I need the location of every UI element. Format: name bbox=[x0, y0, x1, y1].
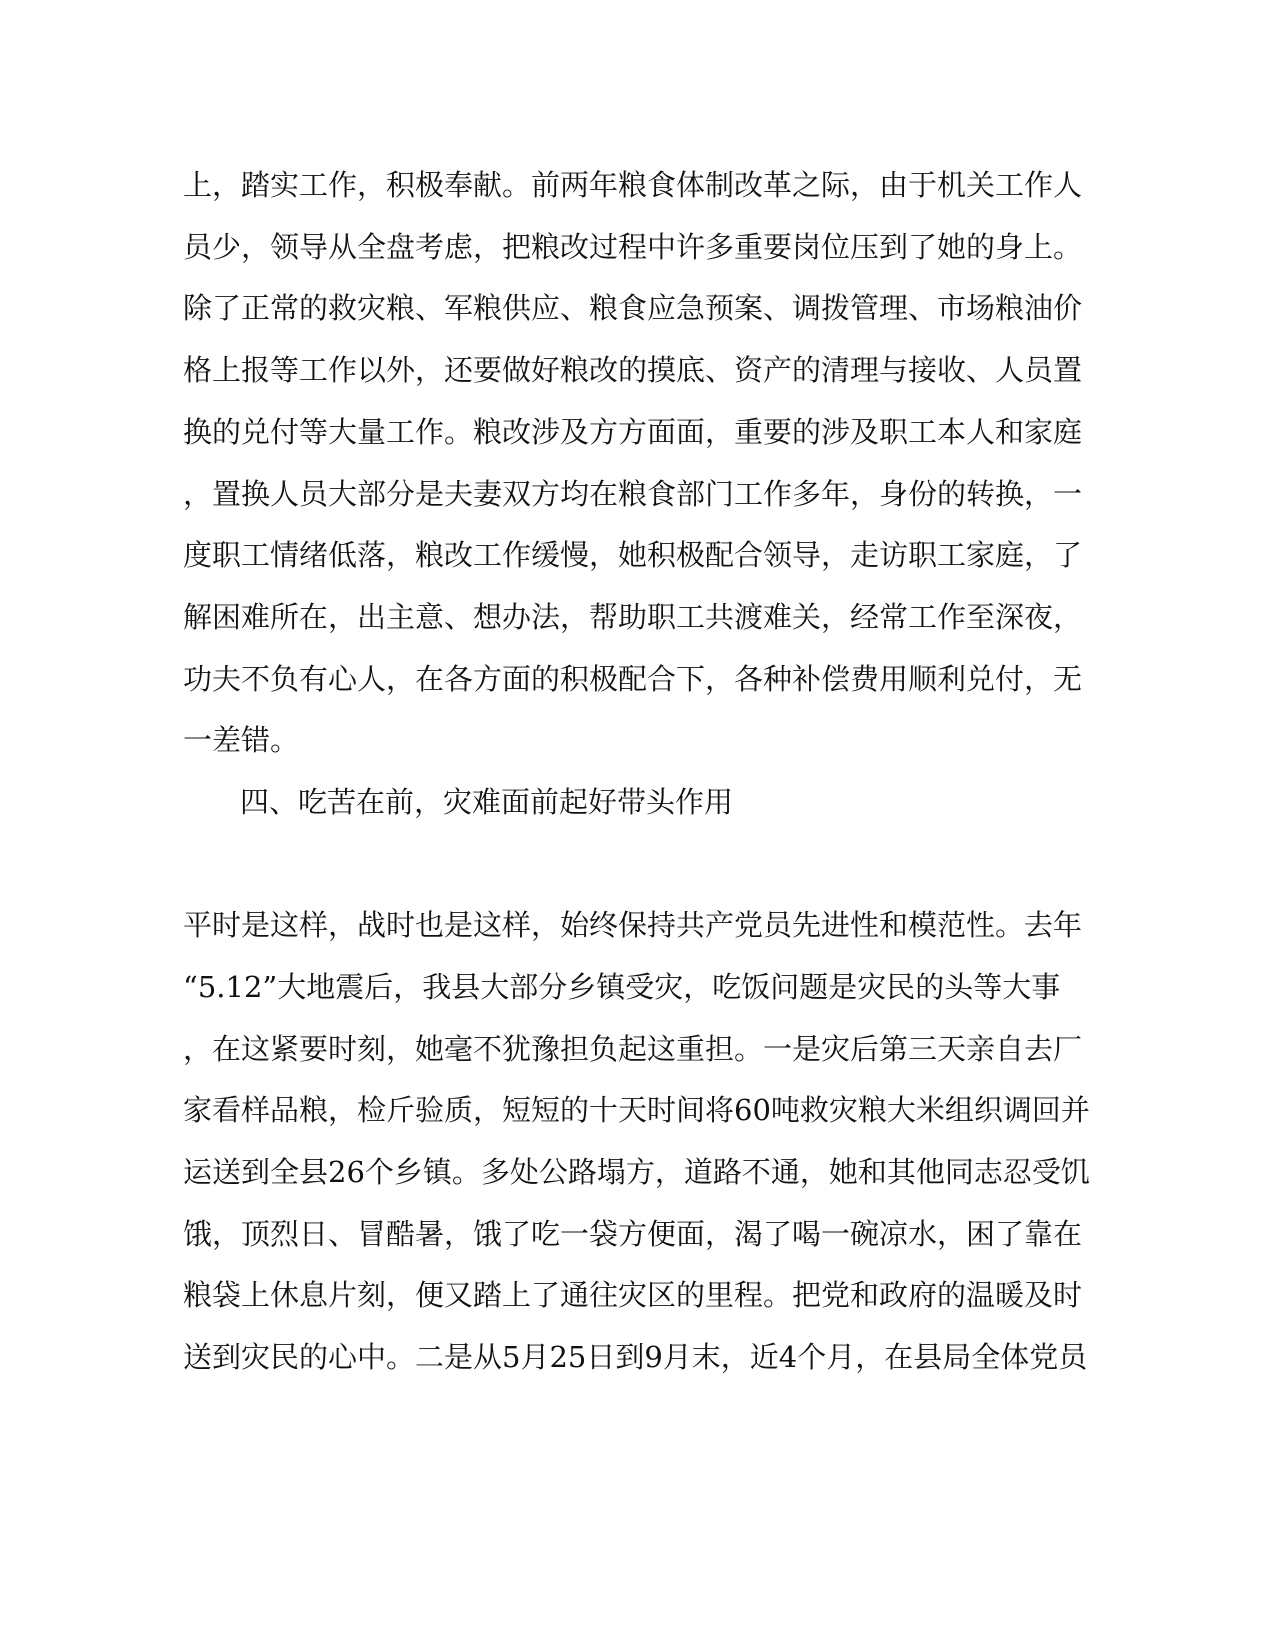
paragraph-line: 度职工情绪低落，粮改工作缓慢，她积极配合领导，走访职工家庭，了 bbox=[183, 538, 1083, 572]
section-heading: 四、吃苦在前，灾难面前起好带头作用 bbox=[240, 785, 734, 819]
paragraph-line: 粮袋上休息片刻，便又踏上了通往灾区的里程。把党和政府的温暖及时 bbox=[183, 1278, 1083, 1312]
paragraph-line: 解困难所在，出主意、想办法，帮助职工共渡难关，经常工作至深夜， bbox=[183, 600, 1083, 634]
paragraph-line: 换的兑付等大量工作。粮改涉及方方面面，重要的涉及职工本人和家庭 bbox=[183, 415, 1083, 449]
paragraph-line: “5.12”大地震后，我县大部分乡镇受灾，吃饭问题是灾民的头等大事 bbox=[183, 970, 1061, 1004]
paragraph-line: 家看样品粮，检斤验质，短短的十天时间将60吨救灾粮大米组织调回并 bbox=[183, 1093, 1090, 1127]
paragraph-line: 功夫不负有心人，在各方面的积极配合下，各种补偿费用顺利兑付，无 bbox=[183, 662, 1083, 696]
paragraph-line: 上，踏实工作，积极奉献。前两年粮食体制改革之际，由于机关工作人 bbox=[183, 168, 1083, 202]
paragraph-line: 员少，领导从全盘考虑，把粮改过程中许多重要岗位压到了她的身上。 bbox=[183, 230, 1083, 264]
paragraph-line: 一差错。 bbox=[183, 723, 300, 757]
paragraph-line: ，置换人员大部分是夫妻双方均在粮食部门工作多年，身份的转换，一 bbox=[183, 477, 1083, 511]
paragraph-line: ，在这紧要时刻，她毫不犹豫担负起这重担。一是灾后第三天亲自去厂 bbox=[183, 1032, 1083, 1066]
paragraph-line: 平时是这样，战时也是这样，始终保持共产党员先进性和模范性。去年 bbox=[183, 908, 1083, 942]
paragraph-line: 饿，顶烈日、冒酷暑，饿了吃一袋方便面，渴了喝一碗凉水，困了靠在 bbox=[183, 1217, 1083, 1251]
paragraph-line: 除了正常的救灾粮、军粮供应、粮食应急预案、调拨管理、市场粮油价 bbox=[183, 291, 1083, 325]
paragraph-line: 送到灾民的心中。二是从5月25日到9月末，近4个月，在县局全体党员 bbox=[183, 1340, 1088, 1374]
paragraph-line: 运送到全县26个乡镇。多处公路塌方，道路不通，她和其他同志忍受饥 bbox=[183, 1155, 1090, 1189]
paragraph-line: 格上报等工作以外，还要做好粮改的摸底、资产的清理与接收、人员置 bbox=[183, 353, 1083, 387]
